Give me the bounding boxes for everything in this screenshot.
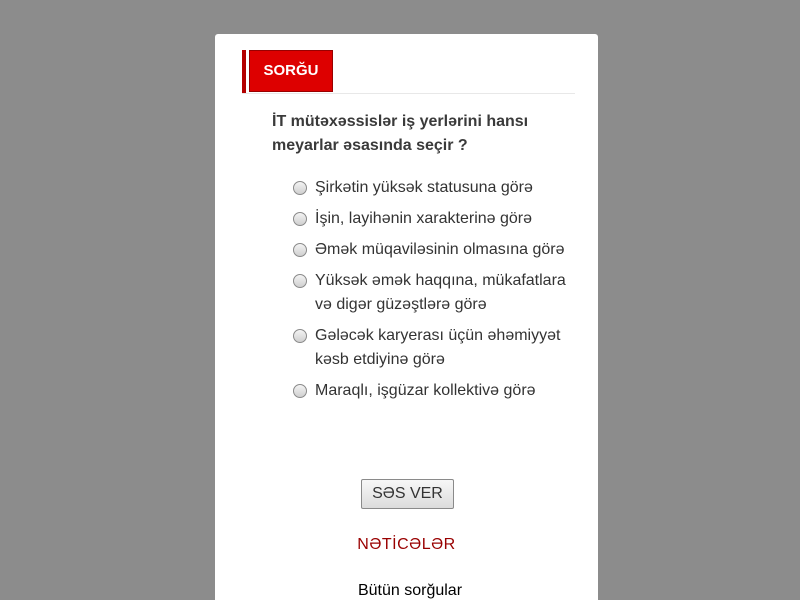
- all-polls-link[interactable]: Bütün sorğular: [357, 582, 463, 599]
- radio-button[interactable]: [293, 212, 307, 226]
- radio-button[interactable]: [293, 329, 307, 343]
- radio-button[interactable]: [293, 274, 307, 288]
- poll-widget: [215, 34, 598, 600]
- header-divider: [242, 93, 575, 94]
- radio-button[interactable]: [293, 181, 307, 195]
- poll-options: [292, 176, 582, 410]
- poll-option[interactable]: [292, 238, 582, 262]
- tag-accent-bar: [242, 50, 246, 94]
- poll-option[interactable]: [292, 379, 582, 403]
- poll-option[interactable]: [292, 269, 582, 317]
- poll-option-label: Gələcək karyerası üçün əhəmiyyət kəsb etdiyinə görə: [315, 327, 561, 368]
- poll-option-label: Əmək müqaviləsinin olmasına görə: [315, 241, 565, 258]
- poll-option-label: Şirkətin yüksək statusuna görə: [315, 179, 533, 196]
- poll-question: İT mütəxəssislər iş yerlərini hansı meyarlar əsasında seçir ?: [272, 113, 529, 154]
- vote-button[interactable]: SƏS VER: [361, 479, 454, 509]
- results-link[interactable]: NƏTİCƏLƏR: [357, 536, 456, 553]
- radio-button[interactable]: [293, 384, 307, 398]
- poll-option-label: Maraqlı, işgüzar kollektivə görə: [315, 382, 536, 399]
- poll-option[interactable]: [292, 176, 582, 200]
- radio-button[interactable]: [293, 243, 307, 257]
- poll-option-label: İşin, layihənin xarakterinə görə: [315, 210, 533, 227]
- poll-tag: SORĞU: [249, 50, 333, 92]
- poll-option[interactable]: [292, 207, 582, 231]
- poll-option-label: Yüksək əmək haqqına, mükafatlara və digər güzəştlərə görə: [315, 272, 566, 313]
- poll-option[interactable]: [292, 324, 582, 372]
